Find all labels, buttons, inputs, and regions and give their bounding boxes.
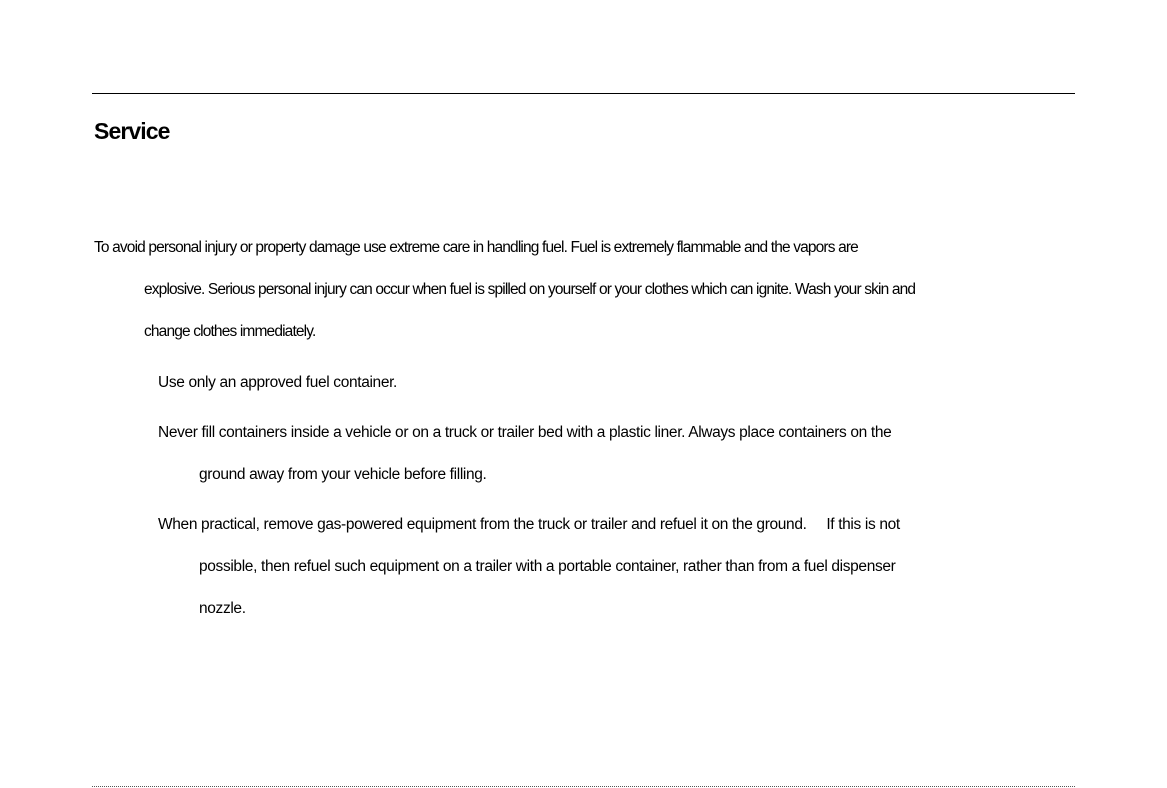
list-item-text: ground away from your vehicle before filling.: [199, 466, 487, 483]
list-item-text: possible, then refuel such equipment on a trailer with a portable container, rather than from a fuel dispenser: [199, 558, 896, 575]
list-item-text: Never fill containers inside a vehicle or on a truck or trailer bed with a plastic liner. Always place containers on the: [158, 424, 892, 441]
bottom-divider: [92, 786, 1075, 787]
warning-line: change clothes immediately.: [144, 323, 316, 340]
top-divider: [92, 93, 1075, 94]
list-item-text: Use only an approved fuel container.: [158, 374, 398, 391]
warning-line: To avoid personal injury or property damage use extreme care in handling fuel. Fuel is extremely flammable and the vapors are: [94, 239, 858, 256]
warning-line: explosive. Serious personal injury can occur when fuel is spilled on yourself or your clothes which can ignite. Wash your skin and: [144, 281, 916, 298]
section-heading: Service: [94, 118, 170, 144]
list-item-text: When practical, remove gas-powered equipment from the truck or trailer and refuel it on the ground. If this is not: [158, 516, 900, 533]
list-item-text: nozzle.: [199, 600, 246, 617]
